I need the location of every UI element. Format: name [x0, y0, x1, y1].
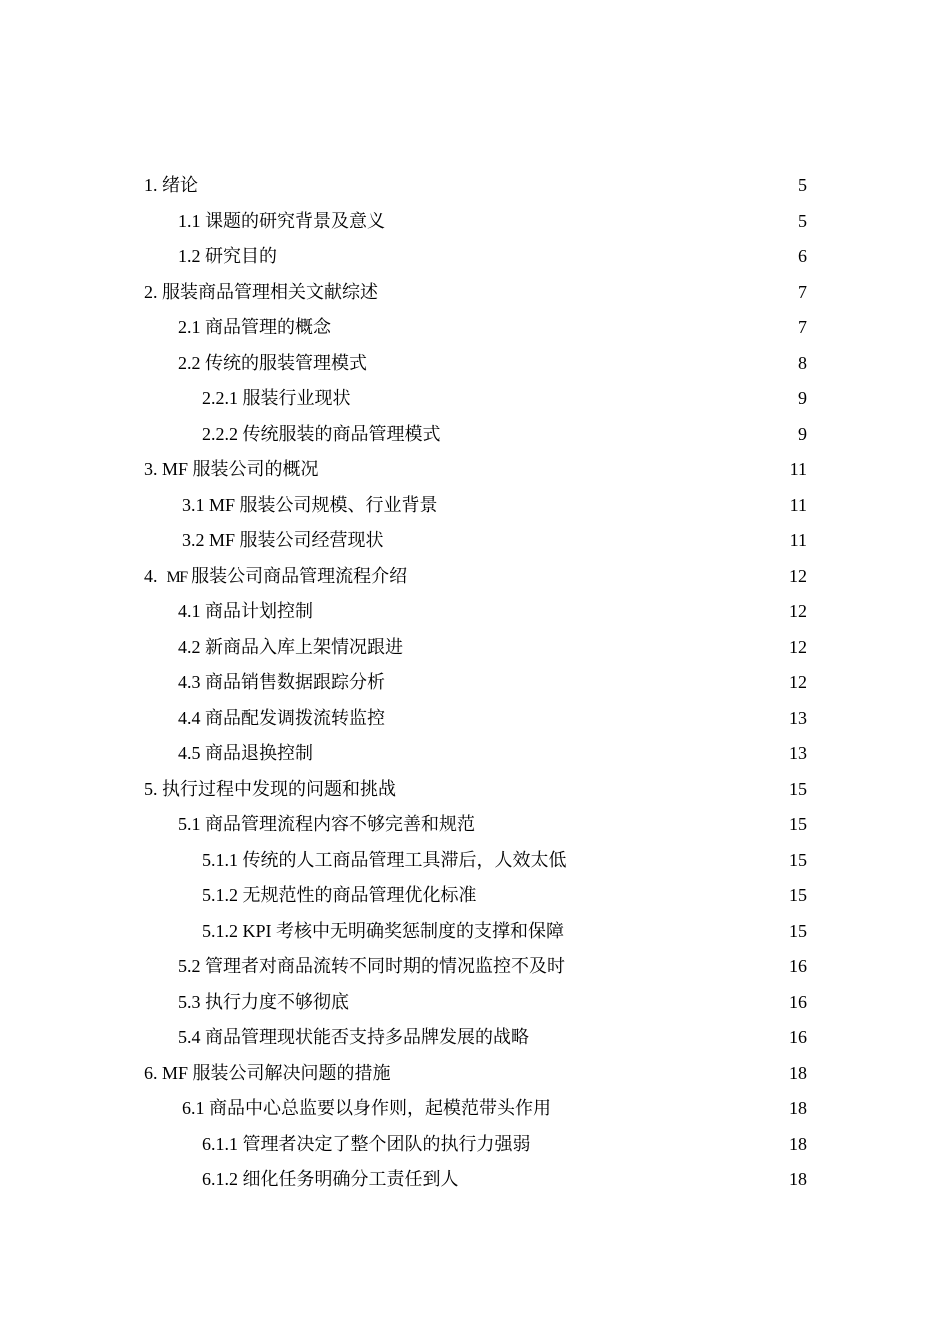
toc-entry[interactable]	[0, 1020, 950, 1056]
table-of-contents	[0, 168, 950, 1198]
toc-entry-page: 5	[798, 175, 807, 195]
toc-entry-page: 12	[789, 672, 807, 692]
toc-entry[interactable]	[0, 417, 950, 453]
toc-entry[interactable]	[0, 701, 950, 737]
toc-entry-page: 18	[789, 1133, 807, 1154]
toc-entry-page: 12	[789, 601, 807, 621]
toc-entry-page: 16	[789, 956, 807, 976]
toc-entry[interactable]	[0, 807, 950, 843]
toc-entry[interactable]	[0, 381, 950, 417]
toc-entry-page: 16	[789, 991, 807, 1012]
toc-entry[interactable]	[0, 772, 950, 808]
toc-entry-text: 服装公司商品管理流程介绍	[186, 565, 408, 586]
toc-entry-title: 3. MF 服装公司的概况	[144, 459, 319, 479]
toc-entry-title: 5.2 管理者对商品流转不同时期的情况监控不及时	[178, 956, 565, 976]
toc-entry-title	[144, 559, 407, 596]
toc-entry-title: 4.3 商品销售数据跟踪分析	[178, 672, 385, 692]
toc-entry-title: 5.1 商品管理流程内容不够完善和规范	[178, 814, 475, 834]
toc-entry[interactable]	[0, 204, 950, 240]
toc-entry-title: 5.3 执行力度不够彻底	[178, 991, 349, 1012]
toc-entry-title: 2.1 商品管理的概念	[178, 317, 331, 337]
toc-entry-title: 5.4 商品管理现状能否支持多品牌发展的战略	[178, 1027, 529, 1047]
toc-entry-title: 2.2.2 传统服装的商品管理模式	[202, 423, 441, 444]
toc-entry-page: 16	[789, 1027, 807, 1047]
toc-entry-page: 11	[789, 530, 807, 550]
toc-entry-title: 3.1 MF 服装公司规模、行业背景	[182, 494, 438, 515]
toc-entry[interactable]	[0, 594, 950, 630]
toc-entry-title: 5.1.1 传统的人工商品管理工具滞后，人效太低	[202, 849, 567, 870]
toc-entry-page: 18	[789, 1062, 807, 1083]
toc-entry-title: 4.1 商品计划控制	[178, 601, 313, 621]
toc-entry[interactable]	[0, 275, 950, 311]
toc-entry-title: 6.1 商品中心总监要以身作则，起模范带头作用	[182, 1098, 551, 1118]
toc-entry[interactable]	[0, 346, 950, 382]
toc-entry-title: 4.2 新商品入库上架情况跟进	[178, 636, 403, 657]
toc-entry-page: 15	[789, 920, 807, 941]
toc-entry-title: 6.1.2 细化任务明确分工责任到人	[202, 1169, 459, 1189]
toc-entry-page: 18	[789, 1098, 807, 1118]
toc-entry-title: 5.1.2 无规范性的商品管理优化标准	[202, 885, 477, 905]
toc-entry-title: 4.5 商品退换控制	[178, 743, 313, 763]
toc-entry-page: 13	[789, 743, 807, 763]
toc-entry[interactable]	[0, 985, 950, 1021]
toc-entry[interactable]	[0, 488, 950, 524]
toc-entry[interactable]	[0, 949, 950, 985]
toc-entry-page: 15	[789, 849, 807, 870]
toc-entry[interactable]	[0, 310, 950, 346]
toc-entry-title: 3.2 MF 服装公司经营现状	[182, 530, 384, 550]
toc-entry-title: 6.1.1 管理者决定了整个团队的执行力强弱	[202, 1133, 531, 1154]
toc-entry[interactable]	[0, 1056, 950, 1092]
toc-entry-title: 1.1 课题的研究背景及意义	[178, 210, 385, 231]
toc-entry-page: 9	[798, 423, 807, 444]
toc-entry[interactable]	[0, 239, 950, 275]
toc-entry[interactable]	[0, 736, 950, 772]
toc-entry-title: 2.2.1 服装行业现状	[202, 388, 351, 408]
toc-entry-title: 2. 服装商品管理相关文献综述	[144, 281, 378, 302]
toc-entry-page: 6	[798, 246, 807, 266]
toc-entry-title: 5.1.2 KPI 考核中无明确奖惩制度的支撑和保障	[202, 920, 565, 941]
toc-entry-page: 11	[789, 494, 807, 515]
toc-entry-page: 15	[789, 885, 807, 905]
toc-entry[interactable]	[0, 1127, 950, 1163]
toc-entry-page: 12	[789, 636, 807, 657]
toc-entry[interactable]	[0, 630, 950, 666]
toc-entry-page: 12	[789, 565, 807, 586]
toc-entry[interactable]	[0, 168, 950, 204]
toc-entry-page: 7	[798, 317, 807, 337]
toc-entry-page: 15	[789, 778, 807, 799]
toc-entry-title: 1. 绪论	[144, 175, 198, 195]
toc-entry-title: 2.2 传统的服装管理模式	[178, 352, 367, 373]
toc-entry-page: 8	[798, 352, 807, 373]
toc-entry-page: 15	[789, 814, 807, 834]
toc-entry[interactable]	[0, 452, 950, 488]
toc-entry-page: 9	[798, 388, 807, 408]
toc-entry[interactable]	[0, 914, 950, 950]
toc-entry-number: 4.	[144, 565, 167, 586]
toc-entry-title: 4.4 商品配发调拨流转监控	[178, 707, 385, 728]
toc-entry-page: 13	[789, 707, 807, 728]
toc-entry[interactable]	[0, 843, 950, 879]
toc-entry-title: 6. MF 服装公司解决问题的措施	[144, 1062, 391, 1083]
toc-entry-page: 5	[798, 210, 807, 231]
toc-entry[interactable]	[0, 665, 950, 701]
toc-entry[interactable]	[0, 523, 950, 559]
toc-entry-abbrev: MF	[166, 568, 187, 586]
toc-entry[interactable]	[0, 1162, 950, 1198]
toc-entry[interactable]	[0, 559, 950, 595]
toc-entry-title: 5. 执行过程中发现的问题和挑战	[144, 778, 396, 799]
toc-entry[interactable]	[0, 1091, 950, 1127]
toc-entry-page: 7	[798, 281, 807, 302]
toc-entry-page: 11	[789, 459, 807, 479]
toc-entry-title: 1.2 研究目的	[178, 246, 277, 266]
toc-entry[interactable]	[0, 878, 950, 914]
toc-entry-page: 18	[789, 1169, 807, 1189]
